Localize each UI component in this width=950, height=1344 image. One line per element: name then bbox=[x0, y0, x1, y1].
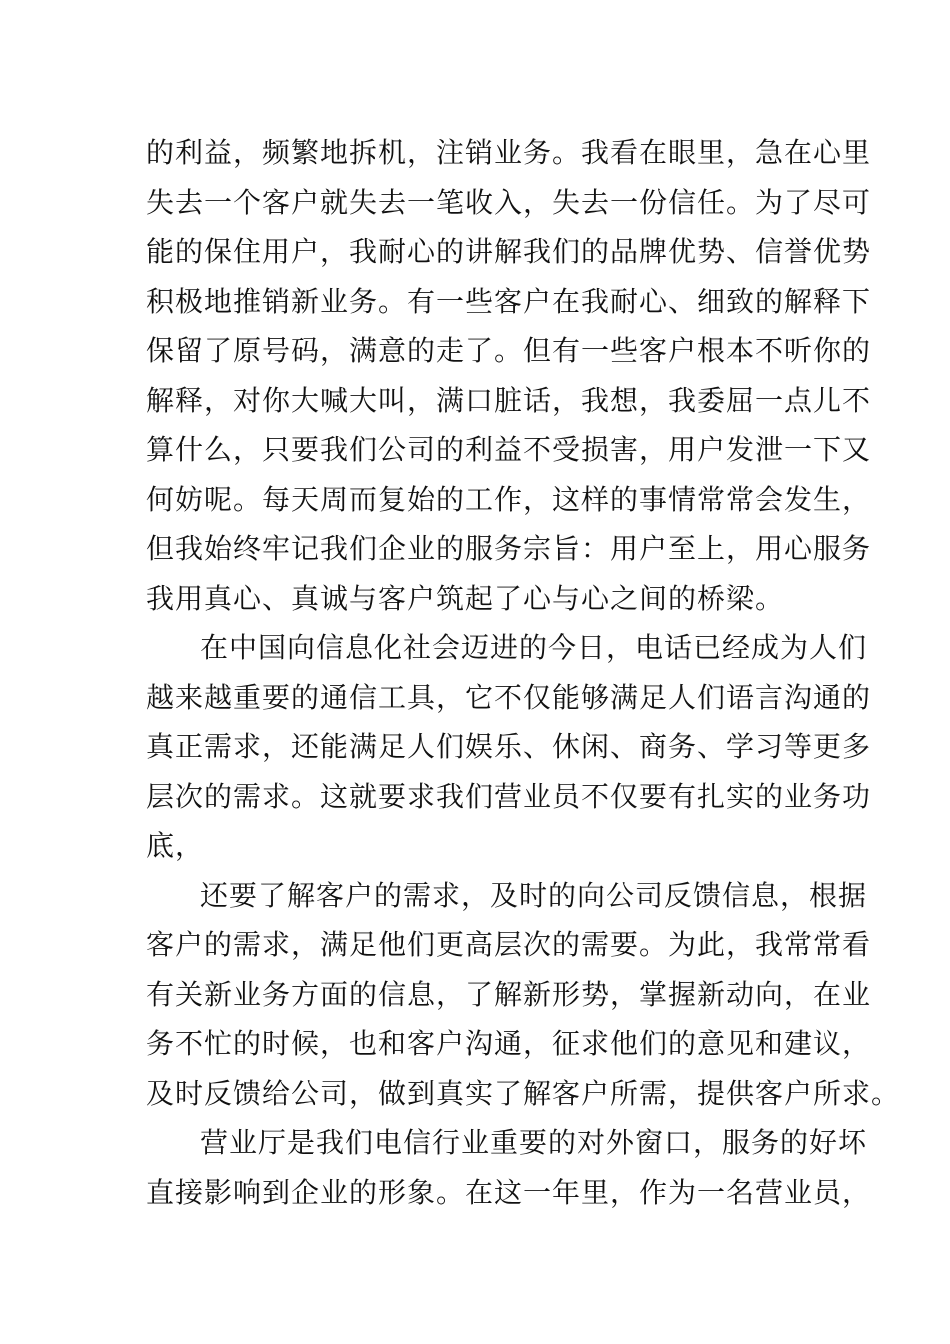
text-line: 务不忙的时候，也和客户沟通，征求他们的意见和建议， bbox=[146, 1027, 872, 1060]
text-line: 越来越重要的通信工具，它不仅能够满足人们语言沟通的 bbox=[146, 680, 872, 714]
text-line: 保留了原号码，满意的走了。但有一些客户根本不听你的 bbox=[146, 334, 872, 367]
text-line: 有关新业务方面的信息，了解新形势，掌握新动向，在业 bbox=[146, 977, 872, 1011]
document-body bbox=[146, 128, 901, 1217]
text-line: 的利益，频繁地拆机，注销业务。我看在眼里，急在心里 bbox=[146, 136, 872, 169]
text-line: 客户的需求，满足他们更高层次的需要。为此，我常常看 bbox=[146, 928, 872, 961]
text-line: 解释，对你大喊大叫，满口脏话，我想，我委屈一点儿不 bbox=[146, 383, 872, 417]
text-line: 算什么，只要我们公司的利益不受损害，用户发泄一下又 bbox=[146, 433, 872, 466]
paragraph-first-line: 还要了解客户的需求，及时的向公司反馈信息，根据 bbox=[200, 878, 868, 912]
text-line: 底， bbox=[146, 829, 205, 862]
text-line: 何妨呢。每天周而复始的工作，这样的事情常常会发生， bbox=[146, 482, 872, 516]
text-line: 积极地推销新业务。有一些客户在我耐心、细致的解释下 bbox=[146, 284, 872, 318]
text-line: 真正需求，还能满足人们娱乐、休闲、商务、学习等更多 bbox=[146, 730, 872, 763]
paragraph-first-line: 在中国向信息化社会迈进的今日，电话已经成为人们 bbox=[200, 631, 868, 664]
text-line: 能的保住用户，我耐心的讲解我们的品牌优势、信誉优势 bbox=[146, 235, 872, 268]
text-line: 直接影响到企业的形象。在这一年里，作为一名营业员， bbox=[146, 1175, 872, 1209]
text-line: 但我始终牢记我们企业的服务宗旨：用户至上，用心服务 bbox=[146, 532, 872, 565]
text-line: 层次的需求。这就要求我们营业员不仅要有扎实的业务功 bbox=[146, 779, 872, 813]
text-line: 我用真心、真诚与客户筑起了心与心之间的桥梁。 bbox=[146, 581, 785, 615]
paragraph-first-line: 营业厅是我们电信行业重要的对外窗口，服务的好坏 bbox=[200, 1126, 868, 1159]
text-line: 失去一个客户就失去一笔收入，失去一份信任。为了尽可 bbox=[146, 185, 872, 219]
text-line: 及时反馈给公司，做到真实了解客户所需，提供客户所求。 bbox=[146, 1076, 901, 1110]
